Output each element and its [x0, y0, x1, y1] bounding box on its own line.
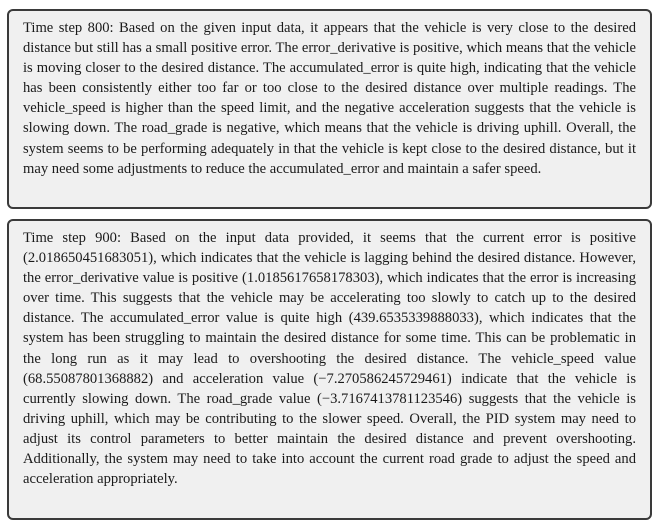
time-step-900-text: Time step 900: Based on the input data provided, it seems that the current error is positive (2.018650451683051), which indicates that the vehicle is lagging behind the desired distance. However, the error_derivative value is positive (1.0185617658178303), which indicates that the error is increasing over time. This suggests that the vehicle may be accelerating too slowly to catch up to the desired distance. The accumulated_error value is quite high (439.6535339888033), which indicates that the system has been struggling to maintain the desired distance for some time. This can be problematic in the long run as it may lead to overshooting the desired distance. The vehicle_speed value (68.55087801368882) and acceleration value (−7.270586245729461) indicate that the vehicle is currently slowing down. The road_grade value (−3.7167413781123546) suggests that the vehicle is driving uphill, which may be contributing to the slower speed. Overall, the PID system may need to adjust its control parameters to better maintain the desired distance and prevent overshooting. Additionally, the system may need to take into account the current road grade to adjust the speed and acceleration appropriately.: [23, 230, 636, 488]
time-step-900-box: [7, 219, 652, 520]
time-step-800-box: [7, 9, 652, 209]
time-step-800-text: Time step 800: Based on the given input data, it appears that the vehicle is very close to the desired distance but still has a small positive error. The error_derivative is positive, which means that the vehicle is moving closer to the desired distance. The accumulated_error is quite high, indicating that the vehicle has been consistently either too far or too close to the desired distance over multiple readings. The vehicle_speed is higher than the speed limit, and the negative acceleration suggests that the vehicle is slowing down. The road_grade is negative, which means that the vehicle is driving uphill. Overall, the system seems to be performing adequately in that the vehicle is kept close to the desired distance, but it may need some adjustments to reduce the accumulated_error and maintain a safer speed.: [23, 20, 636, 177]
